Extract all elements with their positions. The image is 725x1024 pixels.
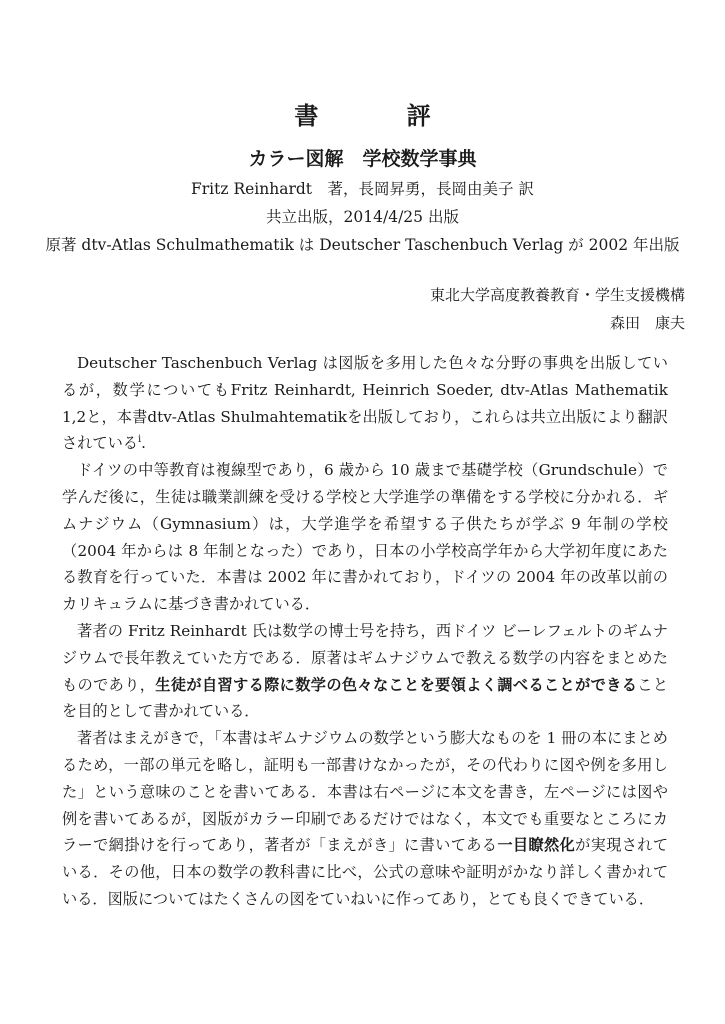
book-authors: Fritz Reinhardt 著，長岡昇勇，長岡由美子 訳 xyxy=(191,180,534,198)
paragraph-3-start: 著者の Fritz Reinhardt 氏は数学の博士号を持ち，西ドイツ ビーレフェルトのギムナジウムで長年教えていた方である．原著はギムナジウムで教える数学の内容をまとめたものであり， xyxy=(62,621,668,694)
review-body xyxy=(62,350,668,913)
paragraph-1-end: . xyxy=(141,434,146,453)
paragraph-1-text: Deutscher Taschenbuch Verlag は図版を多用した色々な分野の事典を出版しているが，数学についてもFritz Reinhardt, Heinrich Soeder, dtv-Atlas Mathematik 1,2と，本書dtv-Atlas Shulmahtematikを出版しており，これらは共立出版により翻訳されている xyxy=(62,354,668,453)
paragraph-3-end: ことを目的として書かれている． xyxy=(62,675,669,721)
paragraph-2: ドイツの中等教育は複線型であり，6 歳から 10 歳まで基礎学校（Grundschule）で学んだ後に，生徒は職業訓練を受ける学校と大学進学の準備をする学校に分かれる．ギムナジウム（Gymnasium）は，大学進学を希望する子供たちが学ぶ 9 年制の学校（2004 年からは 8 年制となった）であり，日本の小学校高学年から大学初年度にあたる教育を行っていた．本書は 2002 年に書かれており，ドイツの 2004 年の改革以前のカリキュラムに基づき書かれている． xyxy=(62,461,668,614)
paragraph-4-emphasis: 一目瞭然化 xyxy=(497,836,576,855)
book-title: カラー図解 学校数学事典 xyxy=(248,148,477,170)
reviewer-affiliation: 東北大学高度教養教育・学生支援機構 xyxy=(429,286,685,304)
paragraph-3 xyxy=(62,618,668,725)
paragraph-4-end: が実現されている．その他，日本の数学の教科書に比べ，公式の意味や証明がかなり詳しく書かれている．図版についてはたくさんの図をていねいに作ってあり，とても良くできている． xyxy=(62,836,669,908)
paragraph-4 xyxy=(62,725,668,913)
page-title: 書 評 xyxy=(294,101,471,130)
book-publisher: 共立出版，2014/4/25 出版 xyxy=(266,208,459,226)
reviewer-name: 森田 康夫 xyxy=(609,314,685,332)
paragraph-3-emphasis: 生徒が自習する際に数学の色々なことを要領よく調べることができる xyxy=(155,675,638,694)
paragraph-1 xyxy=(62,350,668,457)
paragraph-4-start: 著者はまえがきで，「本書はギムナジウムの数学という膨大なものを 1 冊の本にまとめるため，一部の単元を略し，証明も一部書けなかったが，その代わりに図や例を多用した」という意味のことを書いてある．本書は右ページに本文を書き，左ページには図や例を書いてあるが，図版がカラー印刷であるだけではなく，本文でも重要なところにカラーで網掛けを行ってあり，著者が「まえがき」に書いてある xyxy=(62,729,668,855)
footnote-marker: i xyxy=(137,434,142,446)
book-original-edition: 原著 dtv-Atlas Schulmathematik は Deutscher Taschenbuch Verlag が 2002 年出版 xyxy=(45,236,680,254)
